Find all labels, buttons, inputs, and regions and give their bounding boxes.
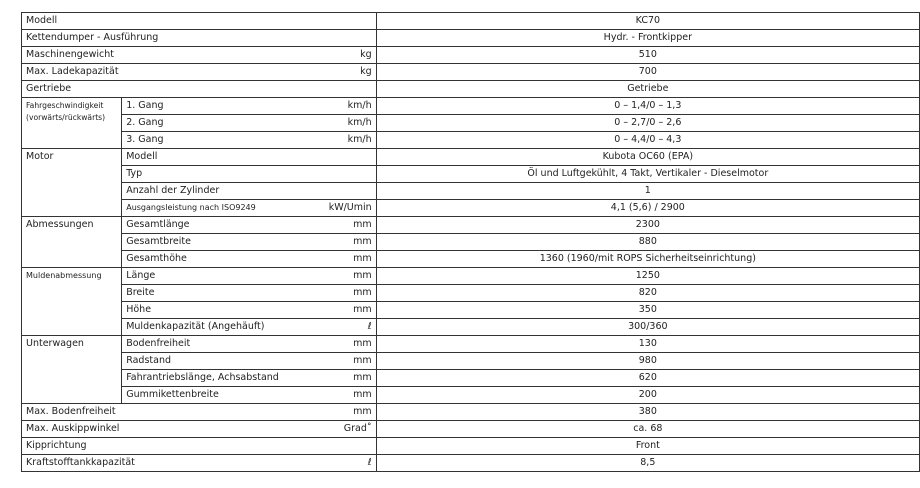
spec-value: 0 – 2,7/0 – 2,6 (376, 115, 919, 132)
spec-label: Kettendumper - Ausführung (22, 30, 377, 47)
spec-value: 620 (376, 370, 919, 387)
spec-label: Gesamtbreite (122, 234, 283, 251)
spec-value: 4,1 (5,6) / 2900 (376, 200, 919, 217)
spec-value: 980 (376, 353, 919, 370)
spec-unit: mm (283, 336, 376, 353)
spec-unit: mm (283, 234, 376, 251)
spec-value: 510 (376, 47, 919, 64)
spec-label: Gummikettenbreite (122, 387, 283, 404)
spec-unit: mm (283, 353, 376, 370)
spec-row-auskippwinkel (22, 421, 920, 438)
spec-row-ladekapazitaet (22, 64, 920, 81)
spec-unit: kg (283, 47, 376, 64)
spec-unit: mm (283, 268, 376, 285)
spec-row-fahrantriebslaenge (22, 370, 920, 387)
spec-unit: mm (283, 404, 376, 421)
spec-label: Gesamtlänge (122, 217, 283, 234)
spec-unit: ℓ (283, 319, 376, 336)
spec-value: 0 – 4,4/0 – 4,3 (376, 132, 919, 149)
spec-value: ca. 68 (376, 421, 919, 438)
spec-label: Modell (22, 13, 377, 30)
spec-label: Max. Auskippwinkel (22, 421, 283, 438)
spec-unit: kW/Umin (283, 200, 376, 217)
spec-row-gesamtbreite (22, 234, 920, 251)
spec-value: Öl und Luftgekühlt, 4 Takt, Vertikaler - Dieselmotor (376, 166, 919, 183)
spec-label: 1. Gang (122, 98, 283, 115)
spec-row-gang-3 (22, 132, 920, 149)
spec-row-radstand (22, 353, 920, 370)
spec-label: Max. Ladekapazität (22, 64, 283, 81)
spec-value: 130 (376, 336, 919, 353)
spec-value: Kubota OC60 (EPA) (376, 149, 919, 166)
spec-row-motor-modell (22, 149, 920, 166)
spec-table (21, 12, 920, 472)
spec-unit: km/h (283, 98, 376, 115)
spec-value: KC70 (376, 13, 919, 30)
spec-row-motor-zylinder (22, 183, 920, 200)
spec-row-bodenfreiheit (22, 336, 920, 353)
spec-unit: km/h (283, 115, 376, 132)
spec-value: 8,5 (376, 455, 919, 472)
spec-unit: mm (283, 285, 376, 302)
spec-label: Gertriebe (22, 81, 377, 98)
spec-row-kipprichtung (22, 438, 920, 455)
spec-row-getriebe (22, 81, 920, 98)
group-label-unterwagen: Unterwagen (22, 336, 122, 404)
spec-unit: kg (283, 64, 376, 81)
spec-label: Gesamthöhe (122, 251, 283, 268)
spec-row-gang-1 (22, 98, 920, 115)
spec-value: 0 – 1,4/0 – 1,3 (376, 98, 919, 115)
spec-unit: mm (283, 370, 376, 387)
group-label-fahrgeschwindigkeit: Fahrgeschwindigkeit (vorwärts/rückwärts) (22, 98, 122, 149)
spec-row-gesamtlaenge (22, 217, 920, 234)
group-label-motor: Motor (22, 149, 122, 217)
spec-label: Modell (122, 149, 376, 166)
spec-unit: mm (283, 302, 376, 319)
spec-value: 350 (376, 302, 919, 319)
spec-unit: Grad˚ (283, 421, 376, 438)
spec-label: Typ (122, 166, 376, 183)
spec-row-mulde-hoehe (22, 302, 920, 319)
spec-value: Front (376, 438, 919, 455)
spec-value: 200 (376, 387, 919, 404)
spec-value: 1 (376, 183, 919, 200)
spec-label: Kipprichtung (22, 438, 377, 455)
spec-row-maschinengewicht (22, 47, 920, 64)
spec-value: 1360 (1960/mit ROPS Sicherheitseinrichtung) (376, 251, 919, 268)
spec-row-max-bodenfreiheit (22, 404, 920, 421)
spec-label: Radstand (122, 353, 283, 370)
spec-unit: ℓ (283, 455, 376, 472)
spec-row-muldenkapazitaet (22, 319, 920, 336)
spec-row-gummikettenbreite (22, 387, 920, 404)
spec-label: Höhe (122, 302, 283, 319)
spec-label: 3. Gang (122, 132, 283, 149)
spec-value: Getriebe (376, 81, 919, 98)
group-label-abmessungen: Abmessungen (22, 217, 122, 268)
spec-value: 300/360 (376, 319, 919, 336)
spec-value: 1250 (376, 268, 919, 285)
spec-label: Ausgangsleistung nach ISO9249 (122, 200, 283, 217)
spec-row-motor-leistung (22, 200, 920, 217)
spec-row-mulde-breite (22, 285, 920, 302)
spec-label: Kraftstofftankkapazität (22, 455, 283, 472)
spec-label: Bodenfreiheit (122, 336, 283, 353)
spec-unit: km/h (283, 132, 376, 149)
spec-unit: mm (283, 387, 376, 404)
spec-value: 2300 (376, 217, 919, 234)
spec-label: Max. Bodenfreiheit (22, 404, 283, 421)
spec-label: Maschinengewicht (22, 47, 283, 64)
spec-label: Fahrantriebslänge, Achsabstand (122, 370, 283, 387)
spec-value: 380 (376, 404, 919, 421)
spec-row-gang-2 (22, 115, 920, 132)
group-label-muldenabmessung: Muldenabmessung (22, 268, 122, 336)
spec-row-ausfuehrung (22, 30, 920, 47)
spec-label: 2. Gang (122, 115, 283, 132)
spec-unit: mm (283, 251, 376, 268)
spec-value: 820 (376, 285, 919, 302)
spec-row-kraftstofftank (22, 455, 920, 472)
spec-row-motor-typ (22, 166, 920, 183)
spec-label: Breite (122, 285, 283, 302)
spec-label: Länge (122, 268, 283, 285)
spec-row-mulde-laenge (22, 268, 920, 285)
spec-value: 700 (376, 64, 919, 81)
spec-value: 880 (376, 234, 919, 251)
spec-unit: mm (283, 217, 376, 234)
spec-row-modell (22, 13, 920, 30)
spec-label: Anzahl der Zylinder (122, 183, 376, 200)
spec-row-gesamthoehe (22, 251, 920, 268)
spec-label: Muldenkapazität (Angehäuft) (122, 319, 283, 336)
spec-value: Hydr. - Frontkipper (376, 30, 919, 47)
